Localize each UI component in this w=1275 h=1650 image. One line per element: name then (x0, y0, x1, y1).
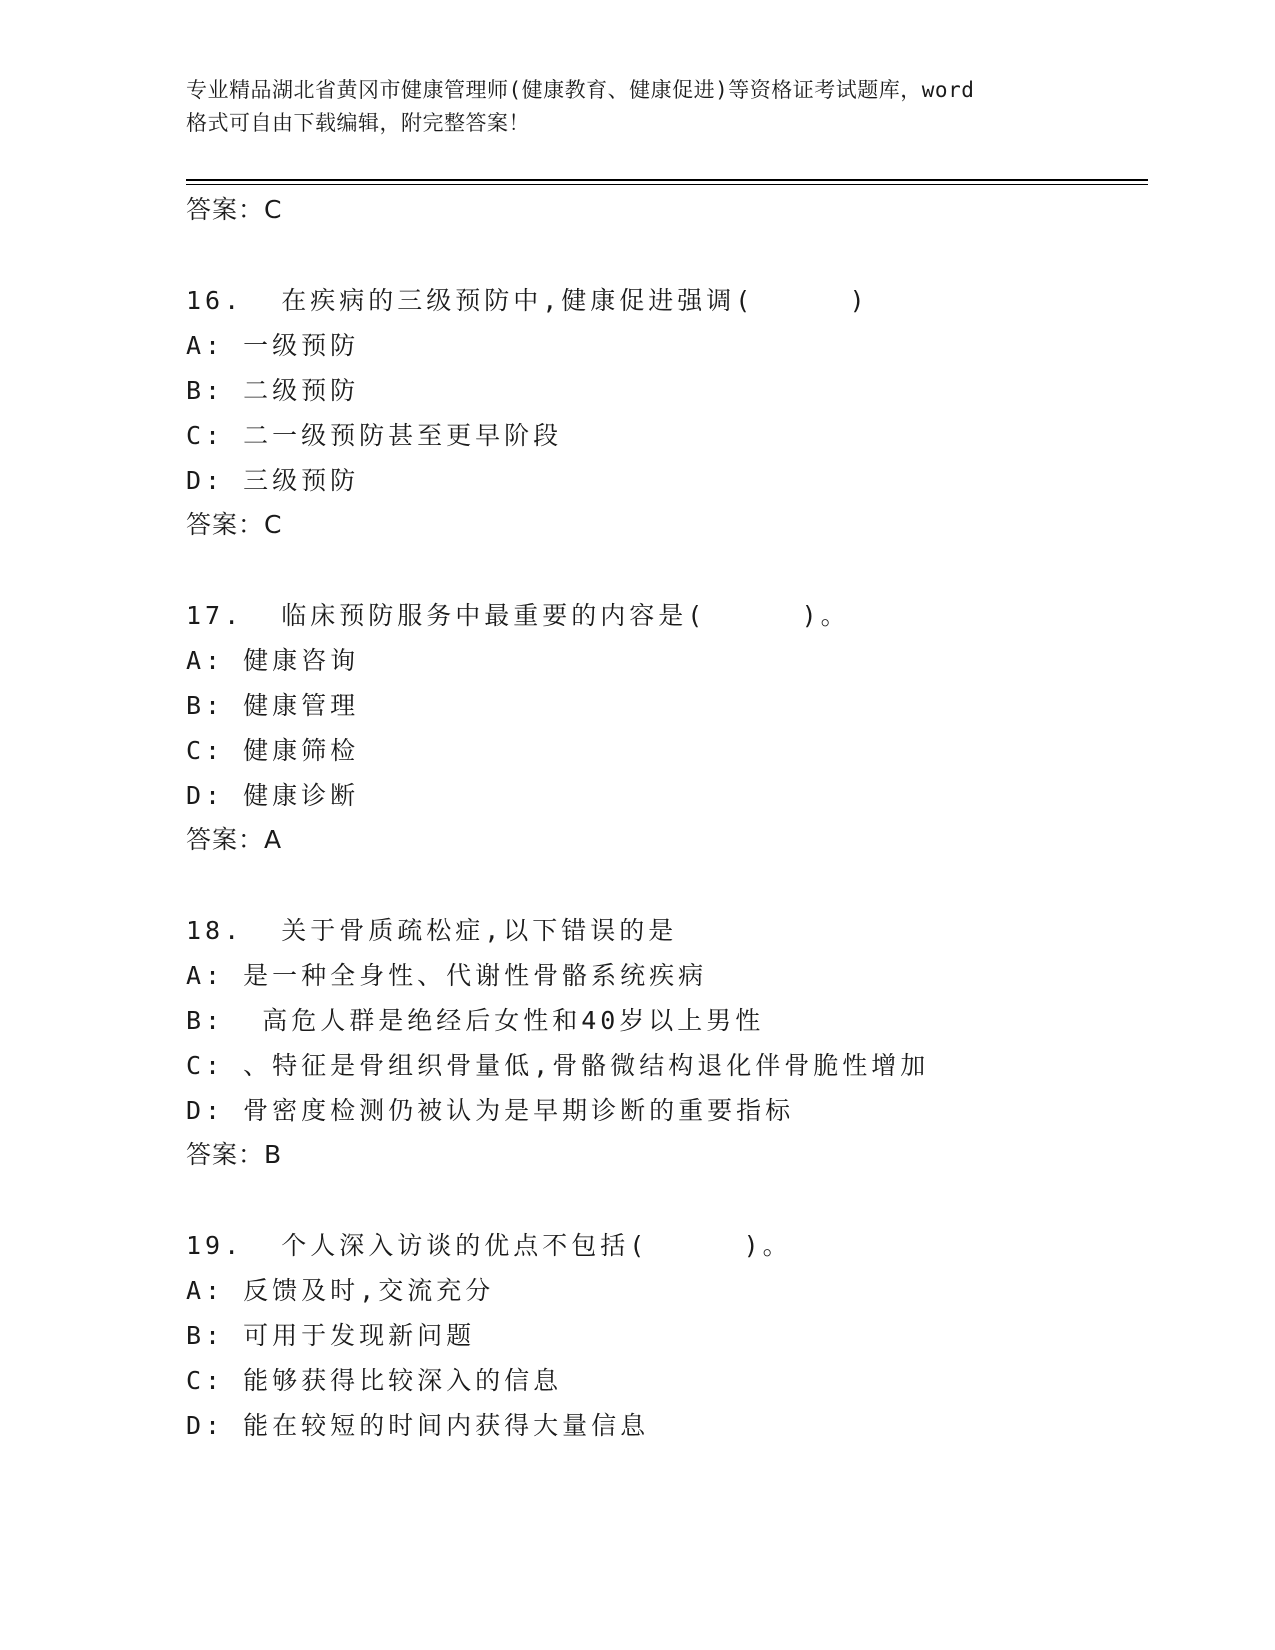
option-d: D: 骨密度检测仍被认为是早期诊断的重要指标 (186, 1096, 795, 1125)
option-c: C: 、特征是骨组织骨量低,骨骼微结构退化伴骨脆性增加 (186, 1051, 930, 1080)
option-b: B: 二级预防 (186, 376, 360, 405)
option-a: A: 健康咨询 (186, 646, 360, 675)
option-b: B: 高危人群是绝经后女性和40岁以上男性 (186, 1006, 765, 1035)
question-17 (186, 593, 1146, 862)
question-stem: 19. 个人深入访谈的优点不包括( )。 (186, 1231, 792, 1260)
document-header (186, 74, 1106, 140)
header-rule-thin (186, 184, 1148, 185)
option-d: D: 三级预防 (186, 466, 360, 495)
option-b: B: 健康管理 (186, 691, 360, 720)
option-c: C: 健康筛检 (186, 736, 360, 765)
option-d: D: 能在较短的时间内获得大量信息 (186, 1411, 650, 1440)
question-18 (186, 908, 1146, 1177)
header-rule-thick (186, 179, 1148, 181)
option-c: C: 二一级预防甚至更早阶段 (186, 421, 563, 450)
question-list (186, 188, 1146, 1494)
answer-15: 答案：C (186, 195, 283, 224)
header-line-1: 专业精品湖北省黄冈市健康管理师(健康教育、健康促进)等资格证考试题库，word (186, 78, 975, 102)
header-line-2: 格式可自由下载编辑，附完整答案！ (186, 111, 530, 135)
option-c: C: 能够获得比较深入的信息 (186, 1366, 563, 1395)
option-a: A: 反馈及时,交流充分 (186, 1276, 495, 1305)
option-a: A: 是一种全身性、代谢性骨骼系统疾病 (186, 961, 708, 990)
question-stem: 18. 关于骨质疏松症,以下错误的是 (186, 916, 678, 945)
option-b: B: 可用于发现新问题 (186, 1321, 476, 1350)
answer: 答案：B (186, 1140, 283, 1169)
question-19 (186, 1223, 1146, 1448)
question-stem: 16. 在疾病的三级预防中,健康促进强调( ) (186, 286, 869, 315)
option-a: A: 一级预防 (186, 331, 360, 360)
answer: 答案：A (186, 825, 283, 854)
option-d: D: 健康诊断 (186, 781, 360, 810)
answer: 答案：C (186, 510, 283, 539)
question-stem: 17. 临床预防服务中最重要的内容是( )。 (186, 601, 850, 630)
question-16 (186, 278, 1146, 547)
